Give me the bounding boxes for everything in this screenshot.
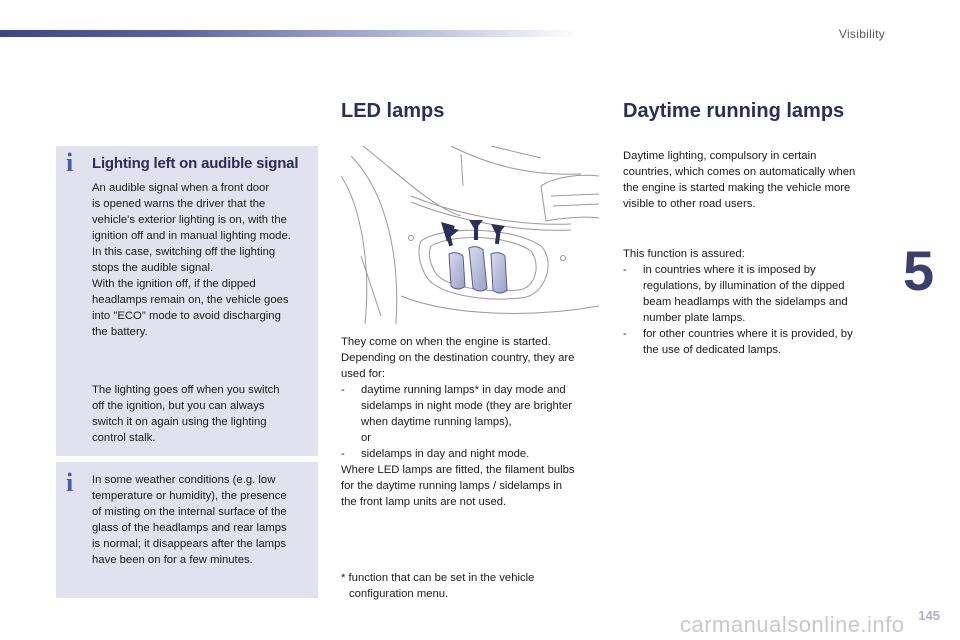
footnote: * function that can be set in the vehicle configuration menu. [341, 572, 535, 600]
daytime-running-lamps-heading: Daytime running lamps [623, 100, 845, 122]
chapter-number: 5 [903, 239, 935, 302]
list-item: - for other countries where it is provided, by [623, 328, 853, 340]
info-box-paragraph: In some weather conditions (e.g. low temperature or humidity), the presence of misting on the internal surface of the glass of the headlamps and rear lamps is normal; it disappears after the lamps have been on for a few minutes. [92, 474, 287, 566]
info-box-misting [56, 462, 318, 598]
info-box-paragraph-1: An audible signal when a front door is opened warns the driver that the vehicle's exterior lighting is on, with the ignition off and in manual lighting mode. In this case, switching off the lighting stops the audible signal. With the ignition off, if the dipped headlamps remain on, the vehicle goes into "ECO" mode to avoid discharging the battery. [92, 182, 291, 338]
list-item: - in countries where it is imposed by [623, 264, 816, 276]
info-icon: i [66, 468, 74, 497]
info-box-paragraph-2: The lighting goes off when you switch off the ignition, but you can always switch it on again using the lighting control stalk. [92, 384, 280, 444]
drl-intro-text: Daytime lighting, compulsory in certain countries, which comes on automatically when the engine is started making the vehicle more visible to other road users. [623, 150, 856, 210]
header-gradient-bar [0, 30, 580, 37]
info-box-heading: Lighting left on audible signal [92, 155, 299, 172]
led-lamps-illustration [341, 146, 601, 326]
led-lamps-text: They come on when the engine is started. Depending on the destination country, they are used for: - daytime running lamps* in day mode and sidelamps in night mode (they are brighter when daytime running lamps), or - sidelamps in day and night mode. Where LED lamps are fitted, the filament bulbs for the daytime running lamps / sidelamps in the front lamp units are not used. [341, 334, 601, 510]
info-icon: i [66, 148, 74, 177]
list-item: - sidelamps in day and night mode. [341, 448, 530, 460]
watermark: carmanualsonline.info [680, 612, 905, 637]
led-lamps-heading: LED lamps [341, 100, 445, 122]
section-label: Visibility [838, 27, 885, 41]
info-box-audible-signal [56, 146, 318, 456]
list-item: - daytime running lamps* in day mode and [341, 384, 566, 396]
page-number: 145 [918, 608, 940, 623]
drl-function-text: This function is assured: - in countries where it is imposed by regulations, by illumination of the dipped beam headlamps with the sidelamps and number plate lamps. - for other countries where it is provided, by the use of dedicated lamps. [623, 246, 885, 358]
